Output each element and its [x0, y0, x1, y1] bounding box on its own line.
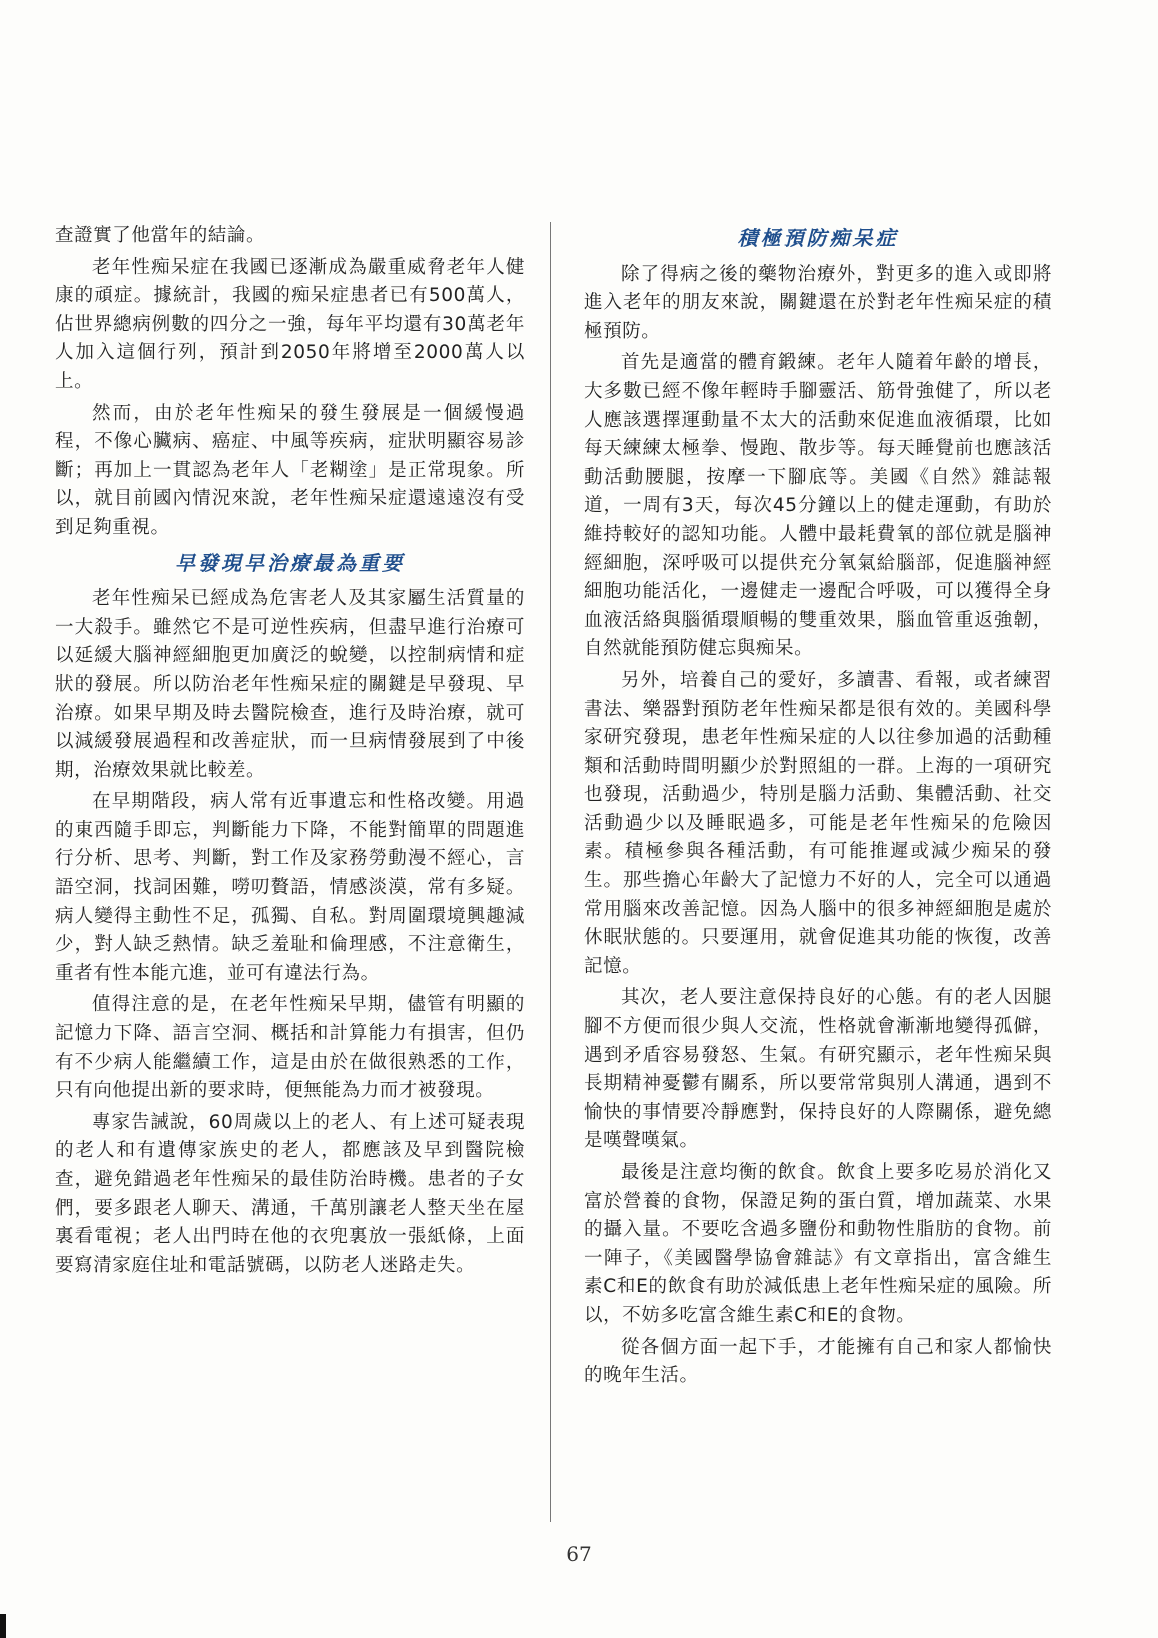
scan-edge-mark: [0, 1614, 6, 1638]
paragraph: 老年性痴呆症在我國已逐漸成為嚴重威脅老年人健康的頑症。據統計，我國的痴呆症患者已有500萬人，佔世界總病例數的四分之一強，每年平均還有30萬老年人加入這個行列，預計到2050年將增至2000萬人以上。: [55, 256, 525, 392]
page-number: 67: [566, 1542, 592, 1566]
paragraph: 從各個方面一起下手，才能擁有自己和家人都愉快的晚年生活。: [584, 1336, 1052, 1387]
paragraph: 除了得病之後的藥物治療外，對更多的進入或即將進入老年的朋友來說，關鍵還在於對老年性痴呆症的積極預防。: [584, 263, 1052, 342]
right-column: [584, 224, 1052, 1394]
paragraph: 其次，老人要注意保持良好的心態。有的老人因腿腳不方便而很少與人交流，性格就會漸漸地變得孤僻，遇到矛盾容易發怒、生氣。有研究顯示，老年性痴呆與長期精神憂鬱有關系，所以要常常與別人溝通，遇到不愉快的事情要冷靜應對，保持良好的人際關係，避免總是嘆聲嘆氣。: [584, 987, 1052, 1152]
left-column: [55, 222, 525, 1283]
paragraph: 最後是注意均衡的飲食。飲食上要多吃易於消化又富於營養的食物，保證足夠的蛋白質，增加蔬菜、水果的攝入量。不要吃含過多鹽份和動物性脂肪的食物。前一陣子，《美國醫學協會雜誌》有文章指出，富含維生素C和E的飲食有助於減低患上老年性痴呆症的風險。所以，不妨多吃富含維生素C和E的食物。: [584, 1162, 1052, 1326]
section-heading: 早發現早治療最為重要: [175, 550, 405, 575]
paragraph: 首先是適當的體育鍛練。老年人隨着年齡的增長，大多數已經不像年輕時手腳靈活、筋骨強健了，所以老人應該選擇運動量不太大的活動來促進血液循環，比如每天練練太極拳、慢跑、散步等。每天睡覺前也應該活動活動腰腿，按摩一下腳底等。美國《自然》雜誌報道，一周有3天，每次45分鐘以上的健走運動，有助於維持較好的認知功能。人體中最耗費氧的部位就是腦神經細胞，深呼吸可以提供充分氧氣給腦部，促進腦神經細胞功能活化，一邊健走一邊配合呼吸，可以獲得全身血液活絡與腦循環順暢的雙重效果，腦血管重返強韌，自然就能預防健忘與痴呆。: [584, 352, 1052, 660]
column-divider: [550, 222, 551, 1522]
paragraph: 值得注意的是，在老年性痴呆早期，儘管有明顯的記憶力下降、語言空洞、概括和計算能力有損害，但仍有不少病人能繼續工作，這是由於在做很熟悉的工作，只有向他提出新的要求時，便無能為力而才被發現。: [55, 994, 525, 1102]
section-heading: 積極預防痴呆症: [737, 226, 899, 250]
paragraph: 老年性痴呆已經成為危害老人及其家屬生活質量的一大殺手。雖然它不是可逆性疾病，但盡早進行治療可以延緩大腦神經細胞更加廣泛的蛻變，以控制病情和症狀的發展。所以防治老年性痴呆症的關鍵是早發現、早治療。如果早期及時去醫院檢查，進行及時治療，就可以減緩發展過程和改善症狀，而一旦病情發展到了中後期，治療效果就比較差。: [55, 588, 525, 781]
paragraph: 在早期階段，病人常有近事遺忘和性格改變。用過的東西隨手即忘，判斷能力下降，不能對簡單的問題進行分析、思考、判斷，對工作及家務勞動漫不經心，言語空洞，找詞困難，嘮叨贅語，情感淡漠，常有多疑。病人變得主動性不足，孤獨、自私。對周圍環境興趣減少，對人缺乏熱情。缺乏羞耻和倫理感，不注意衛生，重者有性本能亢進，並可有違法行為。: [55, 791, 525, 984]
paragraph: 專家告誡說，60周歲以上的老人、有上述可疑表現的老人和有遺傳家族史的老人，都應該及早到醫院檢查，避免錯過老年性痴呆的最佳防治時機。患者的子女們，要多跟老人聊天、溝通，千萬別讓老人整天坐在屋裏看電視；老人出門時在他的衣兜裏放一張紙條，上面要寫清家庭住址和電話號碼，以防老人迷路走失。: [55, 1111, 525, 1276]
paragraph: 然而，由於老年性痴呆的發生發展是一個緩慢過程，不像心臟病、癌症、中風等疾病，症狀明顯容易診斷；再加上一貫認為老年人「老糊塗」是正常現象。所以，就目前國內情況來說，老年性痴呆症還遠遠沒有受到足夠重視。: [55, 402, 525, 538]
paragraph: 另外，培養自己的愛好，多讀書、看報，或者練習書法、樂器對預防老年性痴呆都是很有效的。美國科學家研究發現，患老年性痴呆症的人以往參加過的活動種類和活動時間明顯少於對照組的一群。上海的一項研究也發現，活動過少，特別是腦力活動、集體活動、社交活動過少以及睡眠過多，可能是老年性痴呆的危險因素。積極參與各種活動，有可能推遲或減少痴呆的發生。那些擔心年齡大了記憶力不好的人，完全可以通過常用腦來改善記憶。因為人腦中的很多神經細胞是處於休眠狀態的。只要運用，就會促進其功能的恢復，改善記憶。: [584, 669, 1052, 977]
paragraph: 查證實了他當年的結論。: [55, 225, 266, 246]
